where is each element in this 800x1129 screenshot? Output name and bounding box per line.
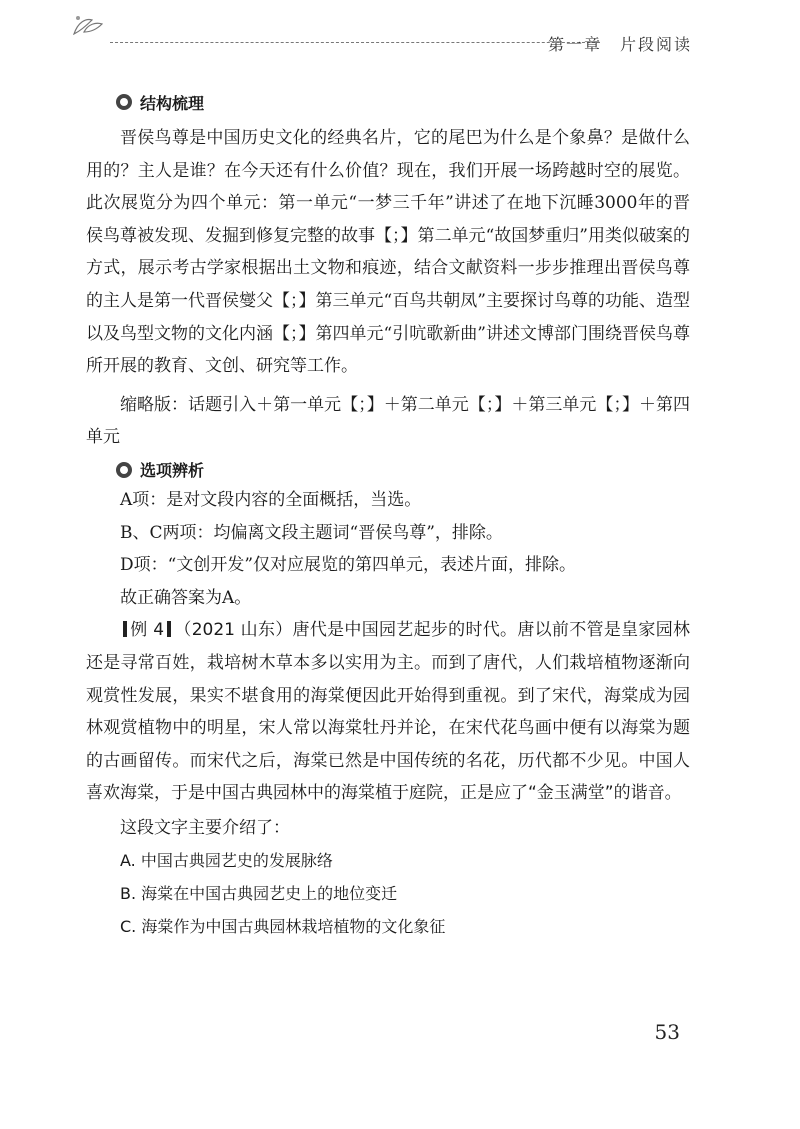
page-header	[70, 8, 692, 54]
option-analysis-line: B、C两项：均偏离文段主题词“晋侯鸟尊”，排除。	[120, 522, 503, 543]
page-number: 53	[654, 1020, 680, 1044]
header-rule	[110, 42, 600, 43]
example-paragraph	[86, 614, 690, 810]
example-label: 例 4	[130, 620, 165, 641]
option-c: C. 海棠作为中国古典园林栽培植物的文化象征	[120, 917, 446, 937]
answer-line: 故正确答案为A。	[120, 587, 252, 608]
condensed-version: 缩略版：话题引入＋第一单元【；】＋第二单元【；】＋第三单元【；】＋第四单元	[86, 394, 690, 448]
section-heading-label: 结构梳理	[140, 93, 205, 113]
example-marker-left	[123, 621, 127, 637]
leaf-ornament-icon	[70, 12, 106, 42]
section-badge-icon	[116, 94, 132, 110]
question-stem: 这段文字主要介绍了：	[120, 817, 290, 838]
example-text: （2021 山东）唐代是中国园艺起步的时代。唐以前不管是皇家园林还是寻常百姓，栽培树木草本多以实用为主。而到了唐代，人们栽培植物逐渐向观赏性发展，果实不堪食用的海棠便因此开始得到重视。到了宋代，海棠成为园林观赏植物中的明星，宋人常以海棠牡丹并论，在宋代花鸟画中便有以海棠为题的古画留传。而宋代之后，海棠已然是中国传统的名花，历代都不少见。中国人喜欢海棠，于是中国古典园林中的海棠植于庭院，正是应了“金玉满堂”的谐音。	[86, 620, 690, 804]
option-analysis-line: D项：“文创开发”仅对应展览的第四单元，表述片面，排除。	[120, 555, 577, 576]
option-b: B. 海棠在中国古典园艺史上的地位变迁	[120, 884, 398, 904]
option-analysis-line: A项：是对文段内容的全面概括，当选。	[120, 489, 422, 510]
page-content	[86, 88, 690, 943]
structure-paragraph: 晋侯鸟尊是中国历史文化的经典名片，它的尾巴为什么是个象鼻？是做什么用的？主人是谁？在今天还有什么价值？现在，我们开展一场跨越时空的展览。此次展览分为四个单元：第一单元“一梦三千年”讲述了在地下沉睡3000年的晋侯鸟尊被发现、发掘到修复完整的故事【；】第二单元“故国梦重归”用类似破案的方式，展示考古学家根据出土文物和痕迹，结合文献资料一步步推理出晋侯鸟尊的主人是第一代晋侯燮父【；】第三单元“百鸟共朝凤”主要探讨鸟尊的功能、造型以及鸟型文物的文化内涵【；】第四单元“引吭歌新曲”讲述文博部门围绕晋侯鸟尊所开展的教育、文创、研究等工作。	[86, 128, 690, 377]
chapter-title: 第一章 片段阅读	[547, 35, 692, 54]
section-heading-label: 选项辨析	[140, 461, 205, 481]
section-badge-icon	[116, 462, 132, 478]
section-heading-options	[116, 456, 690, 484]
example-marker-right	[167, 621, 171, 637]
section-heading-structure	[116, 88, 690, 116]
option-a: A. 中国古典园艺史的发展脉络	[120, 851, 333, 871]
